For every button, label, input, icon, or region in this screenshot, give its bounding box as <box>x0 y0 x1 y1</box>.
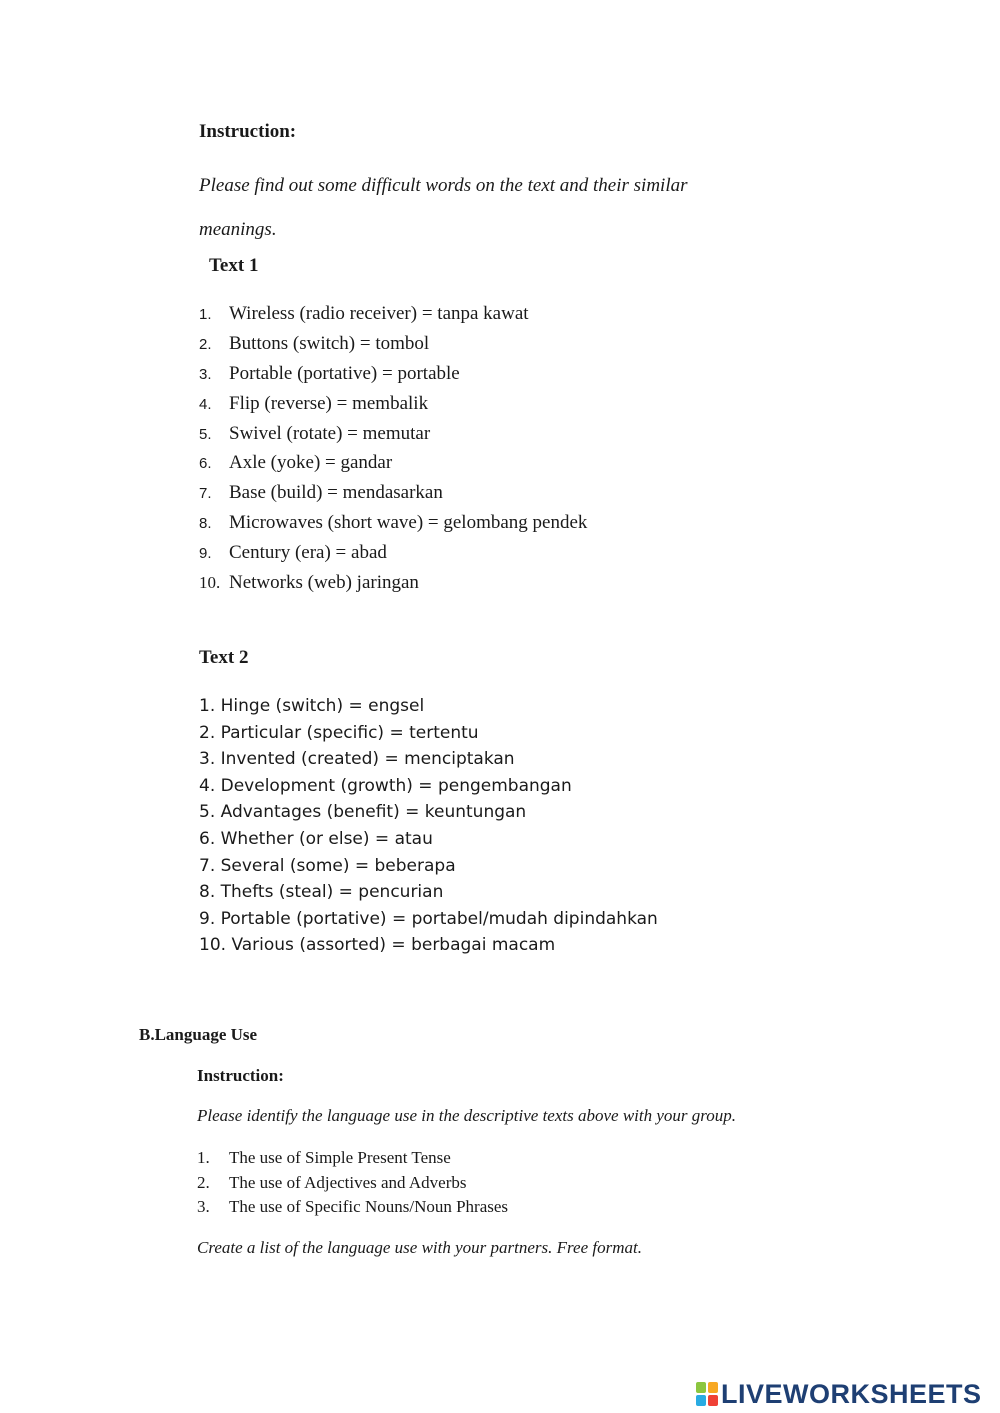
item-number: 6. <box>199 455 212 473</box>
logo-square-orange <box>708 1382 718 1393</box>
item-text: The use of Simple Present Tense <box>229 1148 451 1167</box>
item-text: Century (era) = abad <box>229 542 387 564</box>
list-item: 1. Hinge (switch) = engsel <box>199 696 425 716</box>
list-item <box>197 1146 508 1171</box>
item-number: 7. <box>199 485 212 503</box>
item-number: 10. <box>199 573 221 593</box>
list-item <box>199 508 587 538</box>
list-item: 9. Portable (portative) = portabel/mudah dipindahkan <box>199 908 658 929</box>
instruction-text: Please identify the language use in the descriptive texts above with your group. <box>197 1106 736 1125</box>
item-number: 1. <box>199 306 212 323</box>
list-item: 2. Particular (specific) = tertentu <box>199 722 479 743</box>
instruction-label: Instruction: <box>199 121 297 142</box>
item-number: 2. <box>197 1172 210 1192</box>
watermark-text: LIVEWORKSHEETS <box>721 1378 982 1409</box>
item-text: Buttons (switch) = tombol <box>229 332 430 354</box>
section-b-title: B.Language Use <box>139 1025 258 1044</box>
item-number: 3. <box>197 1197 210 1217</box>
list-item: 4. Development (growth) = pengembangan <box>199 775 572 796</box>
list-item <box>197 1171 508 1196</box>
logo-square-red <box>708 1395 718 1406</box>
item-text: Swivel (rotate) = memutar <box>229 422 431 444</box>
item-text: Axle (yoke) = gandar <box>229 452 393 474</box>
item-number: 3. <box>199 365 212 383</box>
list-item <box>199 389 587 419</box>
logo-square-green <box>696 1382 706 1393</box>
list-item: 6. Whether (or else) = atau <box>199 828 433 849</box>
item-text: Wireless (radio receiver) = tanpa kawat <box>229 303 529 324</box>
list-item: 10. Various (assorted) = berbagai macam <box>199 935 556 956</box>
list-item <box>199 478 587 508</box>
list-item: 7. Several (some) = beberapa <box>199 855 456 876</box>
list-item <box>199 568 587 598</box>
list-item <box>199 448 587 478</box>
item-number: 2. <box>199 335 212 353</box>
list-item: 8. Thefts (steal) = pencurian <box>199 882 444 903</box>
logo-square-blue <box>696 1395 706 1406</box>
text2-vocabulary-list <box>199 693 658 959</box>
item-text: Microwaves (short wave) = gelombang pendek <box>229 512 588 534</box>
list-item <box>199 419 587 449</box>
item-number: 4. <box>199 395 212 413</box>
list-item <box>199 299 587 329</box>
item-number: 1. <box>197 1148 210 1167</box>
closing-text: Create a list of the language use with your partners. Free format. <box>197 1238 642 1257</box>
item-text: Networks (web) jaringan <box>229 572 419 594</box>
list-item: 5. Advantages (benefit) = keuntungan <box>199 802 527 823</box>
item-text: The use of Specific Nouns/Noun Phrases <box>229 1197 509 1217</box>
list-item <box>199 359 587 389</box>
list-item: 3. Invented (created) = menciptakan <box>199 749 515 770</box>
list-item <box>199 538 587 568</box>
liveworksheets-logo-icon <box>696 1382 718 1406</box>
instruction-label: Instruction: <box>197 1066 284 1085</box>
item-text: Flip (reverse) = membalik <box>229 392 429 414</box>
text1-vocabulary-list <box>199 299 587 598</box>
liveworksheets-watermark <box>696 1376 982 1412</box>
instruction-text: Please find out some difficult words on the text and their similar meanings. <box>199 175 688 240</box>
item-text: Portable (portative) = portable <box>229 362 460 384</box>
list-item <box>197 1195 508 1220</box>
item-number: 5. <box>199 425 212 443</box>
item-number: 9. <box>199 545 212 563</box>
item-text: Base (build) = mendasarkan <box>229 482 443 504</box>
text1-title: Text 1 <box>209 255 259 276</box>
item-number: 8. <box>199 515 212 533</box>
item-text: The use of Adjectives and Adverbs <box>229 1172 467 1192</box>
language-use-list <box>197 1146 508 1220</box>
list-item <box>199 329 587 359</box>
text2-title: Text 2 <box>199 647 249 668</box>
